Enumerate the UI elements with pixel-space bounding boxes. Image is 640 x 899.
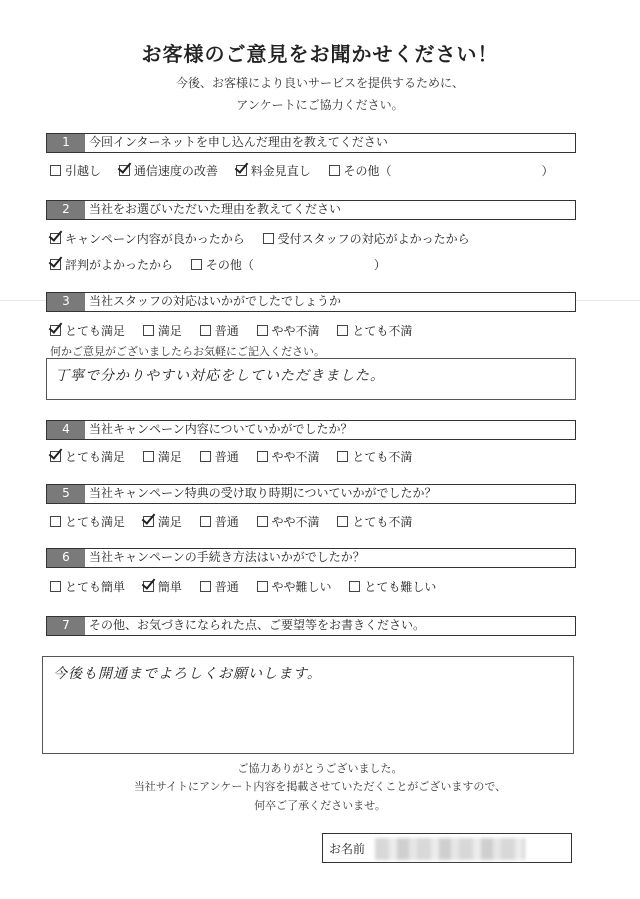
question-6-options: [50, 578, 450, 595]
option-slightly-dissatisfied[interactable]: やや不満: [257, 448, 320, 465]
option-very-satisfied[interactable]: とても満足: [50, 448, 125, 465]
question-4-header: [46, 420, 576, 440]
checkbox-icon[interactable]: [337, 451, 348, 462]
option-normal[interactable]: 普通: [200, 322, 239, 339]
comment-box-q7[interactable]: [42, 656, 574, 754]
question-number: 5: [47, 485, 85, 503]
checkbox-checked-icon[interactable]: [143, 516, 154, 527]
redacted-name: [375, 838, 525, 860]
option-other[interactable]: その他（ ）: [191, 256, 386, 273]
handwritten-comment: 丁寧で分かりやすい対応をしていただきました。: [55, 368, 385, 384]
option-slightly-dissatisfied[interactable]: やや不満: [257, 322, 320, 339]
question-2-header: [46, 200, 576, 220]
handwritten-comment: 今後も開通までよろしくお願いします。: [53, 666, 322, 682]
question-5-header: [46, 484, 576, 504]
checkbox-icon[interactable]: [143, 325, 154, 336]
question-text: 当社キャンペーン内容についていかがでしたか？: [89, 422, 353, 436]
option-slightly-dissatisfied[interactable]: やや不満: [257, 513, 320, 530]
checkbox-checked-icon[interactable]: [50, 451, 61, 462]
option-speed[interactable]: 通信速度の改善: [119, 162, 218, 179]
closing-line-2: 当社サイトにアンケート内容を掲載させていただくことがございますので、: [133, 780, 507, 793]
checkbox-icon[interactable]: [257, 581, 268, 592]
comment-box-q3[interactable]: [46, 358, 576, 400]
question-text: 当社スタッフの対応はいかがでしたでしょうか: [89, 294, 342, 308]
checkbox-icon[interactable]: [200, 325, 211, 336]
checkbox-icon[interactable]: [191, 259, 202, 270]
checkbox-icon[interactable]: [263, 233, 274, 244]
option-normal[interactable]: 普通: [200, 578, 239, 595]
checkbox-icon[interactable]: [349, 581, 360, 592]
option-very-easy[interactable]: とても簡単: [50, 578, 125, 595]
question-5-options: [50, 513, 426, 530]
checkbox-icon[interactable]: [257, 451, 268, 462]
checkbox-icon[interactable]: [257, 516, 268, 527]
checkbox-checked-icon[interactable]: [50, 233, 61, 244]
checkbox-checked-icon[interactable]: [143, 581, 154, 592]
checkbox-checked-icon[interactable]: [236, 165, 247, 176]
checkbox-icon[interactable]: [50, 165, 61, 176]
comment-prompt: 何かご意見がございましたらお気軽にご記入ください。: [50, 345, 325, 358]
checkbox-icon[interactable]: [200, 516, 211, 527]
question-number: 3: [47, 293, 85, 311]
thanks-text: ご協力ありがとうございました。: [237, 762, 403, 775]
checkbox-icon[interactable]: [200, 451, 211, 462]
checkbox-icon[interactable]: [143, 451, 154, 462]
option-slightly-difficult[interactable]: やや難しい: [257, 578, 332, 595]
question-2-options-row-2: [50, 256, 400, 273]
intro-line-2: アンケートにご協力ください。: [236, 98, 404, 112]
checkbox-icon[interactable]: [337, 516, 348, 527]
question-text: 今回インターネットを申し込んだ理由を教えてください: [89, 135, 388, 149]
question-3-options: [50, 322, 426, 339]
option-price[interactable]: 料金見直し: [236, 162, 311, 179]
question-3-header: [46, 292, 576, 312]
page-title: お客様のご意見をお聞かせください！: [141, 42, 499, 66]
option-reputation[interactable]: 評判がよかったから: [50, 256, 173, 273]
checkbox-checked-icon[interactable]: [50, 325, 61, 336]
question-text: 当社キャンペーン特典の受け取り時期についていかがでしたか？: [89, 486, 437, 500]
option-normal[interactable]: 普通: [200, 513, 239, 530]
name-label: お名前: [329, 842, 366, 856]
question-text: その他、お気づきになられた点、ご要望等をお書きください。: [89, 618, 426, 632]
option-other[interactable]: その他（ ）: [329, 162, 554, 179]
question-number: 6: [47, 549, 85, 567]
option-very-dissatisfied[interactable]: とても不満: [337, 322, 412, 339]
option-staff[interactable]: 受付スタッフの対応がよかったから: [263, 230, 470, 247]
question-number: 2: [47, 201, 85, 219]
checkbox-icon[interactable]: [257, 325, 268, 336]
option-normal[interactable]: 普通: [200, 448, 239, 465]
question-1-options: [50, 162, 568, 179]
checkbox-icon[interactable]: [329, 165, 340, 176]
checkbox-icon[interactable]: [50, 516, 61, 527]
option-satisfied[interactable]: 満足: [143, 513, 182, 530]
question-text: 当社をお選びいただいた理由を教えてください: [89, 202, 342, 216]
checkbox-icon[interactable]: [200, 581, 211, 592]
question-6-header: [46, 548, 576, 568]
checkbox-icon[interactable]: [337, 325, 348, 336]
option-satisfied[interactable]: 満足: [143, 322, 182, 339]
option-satisfied[interactable]: 満足: [143, 448, 182, 465]
option-very-difficult[interactable]: とても難しい: [349, 578, 436, 595]
checkbox-checked-icon[interactable]: [50, 259, 61, 270]
question-number: 4: [47, 421, 85, 439]
option-very-dissatisfied[interactable]: とても不満: [337, 448, 412, 465]
question-number: 7: [47, 617, 85, 635]
option-very-satisfied[interactable]: とても満足: [50, 513, 125, 530]
checkbox-icon[interactable]: [50, 581, 61, 592]
option-easy[interactable]: 簡単: [143, 578, 182, 595]
question-1-header: [46, 133, 576, 153]
question-number: 1: [47, 134, 85, 152]
question-2-options-row-1: [50, 230, 484, 247]
name-field[interactable]: [322, 833, 572, 863]
question-4-options: [50, 448, 426, 465]
option-campaign[interactable]: キャンペーン内容が良かったから: [50, 230, 245, 247]
closing-line-3: 何卒ご了承くださいませ。: [254, 799, 386, 812]
option-very-satisfied[interactable]: とても満足: [50, 322, 125, 339]
intro-line-1: 今後、お客様により良いサービスを提供するために、: [175, 76, 464, 90]
option-moving[interactable]: 引越し: [50, 162, 101, 179]
option-very-dissatisfied[interactable]: とても不満: [337, 513, 412, 530]
question-text: 当社キャンペーンの手続き方法はいかがでしたか？: [89, 550, 365, 564]
question-7-header: [46, 616, 576, 636]
checkbox-checked-icon[interactable]: [119, 165, 130, 176]
